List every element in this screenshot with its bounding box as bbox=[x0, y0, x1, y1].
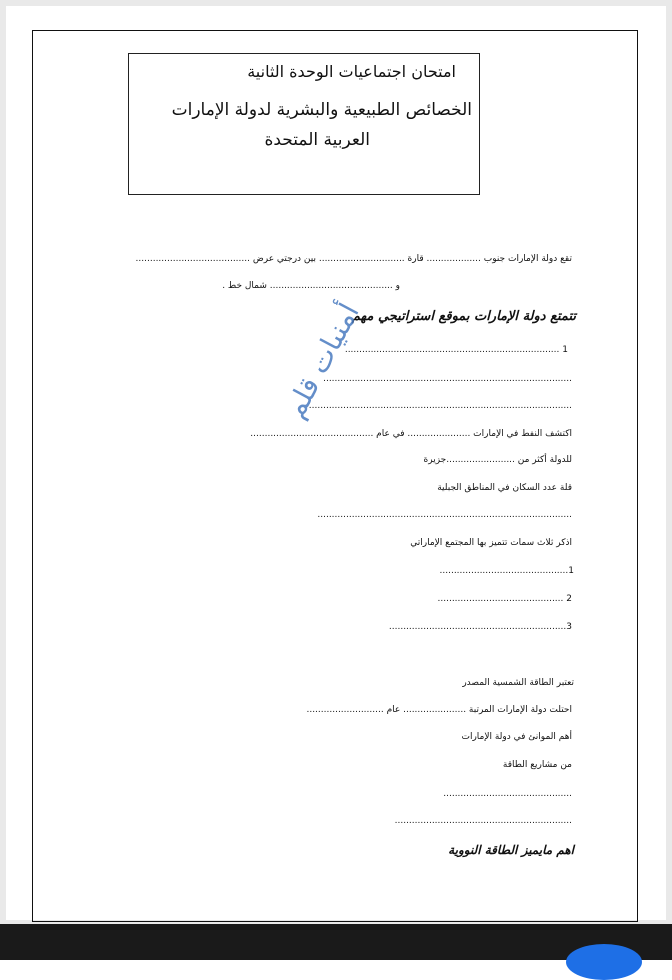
q1-location-line: تقع دولة الإمارات جنوب ................... قارة .............................. بين درجتي عرض ........................................ bbox=[135, 254, 572, 264]
q5-ports-line: أهم الموانئ في دولة الإمارات bbox=[461, 732, 572, 742]
q4-answer-2: 2 ............................................ bbox=[437, 594, 572, 604]
q2-answer-3: ............................................................................................ bbox=[308, 401, 572, 411]
q5-projects-answer-2: .............................................................. bbox=[394, 816, 572, 826]
q5-solar-line: تعتبر الطاقة الشمسية المصدر bbox=[462, 678, 574, 688]
exam-title: امتحان اجتماعيات الوحدة الثانية bbox=[247, 62, 456, 81]
q1-location-line-2: و ........................................... شمال خط . bbox=[222, 281, 400, 291]
q2-answer-2: ....................................................................................... bbox=[323, 374, 572, 384]
q4-answer-3: 3.............................................................. bbox=[388, 622, 572, 632]
exam-subtitle-line2: العربية المتحدة bbox=[264, 130, 370, 150]
q5-projects-answer-1: ............................................. bbox=[443, 789, 572, 799]
q2-heading: تتمتع دولة الإمارات بموقع استراتيجي مهم bbox=[351, 309, 576, 324]
watermark-text: أمنيات قلم bbox=[278, 297, 366, 424]
q3-population-line: قلة عدد السكان في المناطق الجبلية bbox=[437, 483, 572, 493]
q4-heading: اذكر ثلاث سمات تتميز بها المجتمع الإماراتي bbox=[410, 538, 572, 548]
floating-action-button[interactable] bbox=[566, 944, 642, 980]
q5-projects-line: من مشاريع الطاقة bbox=[502, 760, 572, 770]
q3-islands-line: للدولة أكثر من ........................جزيرة bbox=[423, 455, 572, 465]
q3-oil-line: اكتشف النفط في الإمارات ...................... في عام ........................................... bbox=[250, 429, 572, 439]
q4-answer-1: 1............................................. bbox=[439, 566, 574, 576]
q3-population-answer: ......................................................................................... bbox=[317, 510, 572, 520]
q6-heading: اهم مايميز الطاقة النووية bbox=[448, 843, 574, 857]
q5-rank-line: احتلت دولة الإمارات المرتبة ...................... عام ........................... bbox=[306, 705, 572, 715]
exam-subtitle-line1: الخصائص الطبيعية والبشرية لدولة الإمارات bbox=[171, 100, 472, 120]
q2-answer-1: 1 ........................................................................... bbox=[344, 345, 568, 355]
